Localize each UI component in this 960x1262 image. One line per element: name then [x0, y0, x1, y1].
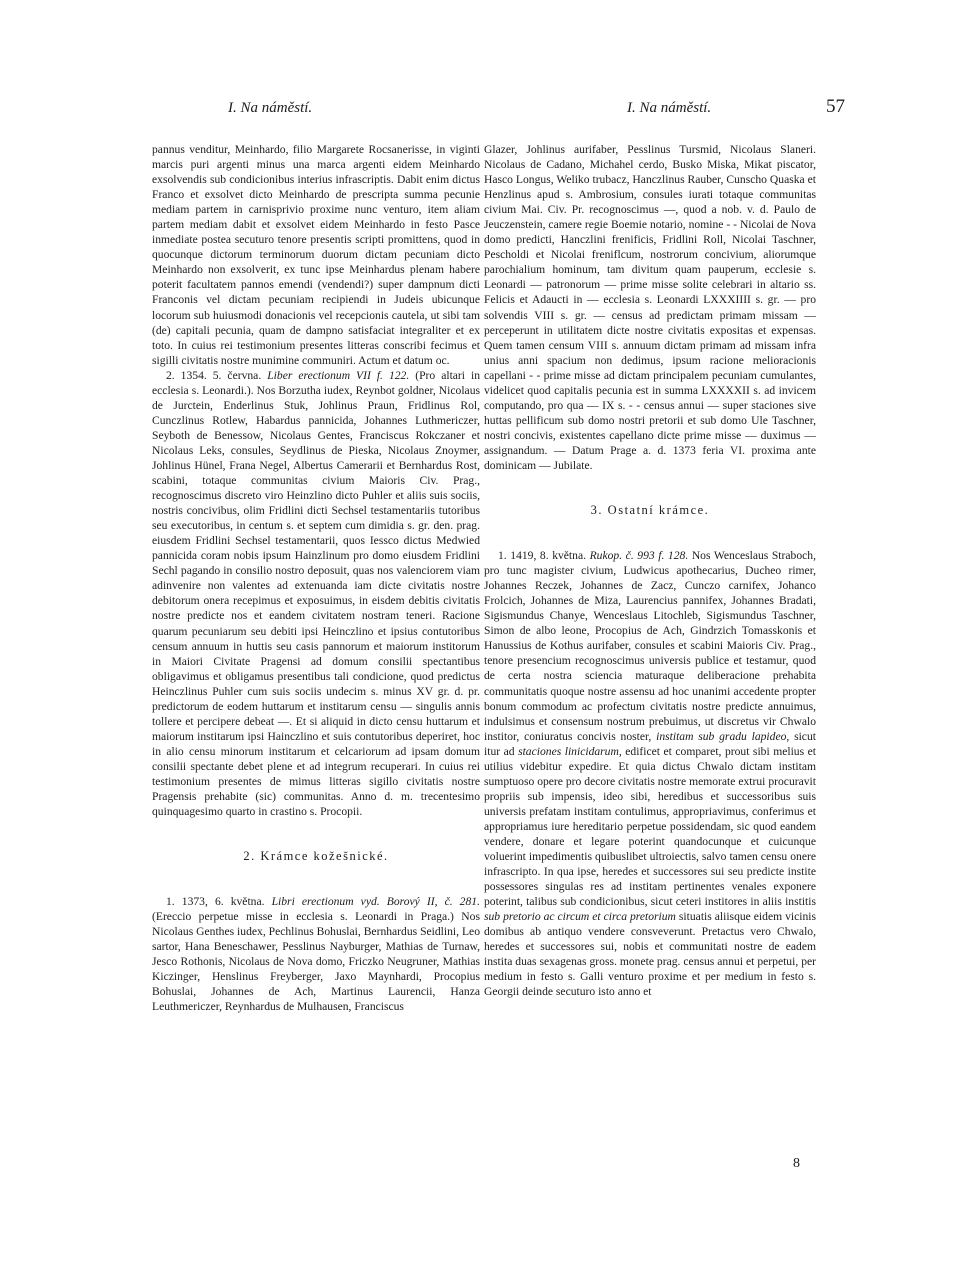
- entry-text: Nos Wenceslaus Straboch, pro tunc magister civium, Ludwicus apothecarius, Ducheo rimer, Johannes Reczek, Johannes de Zacz, Cunczo carnifex, Johanco Frolcich, Johannes de Miza, Laurencius pannifex, Johannes Bradati, Sigismundus Chanye, Wenceslaus Litochleb, Sigismundus Taschner, Simon de albo leone, Procopius de Ach, Gindrzich Tomasskonis et Hanussius de Kothus aurifaber, consules et scabini Maioris Civ. Prag., tenore presencium recognoscimus universis publice et testamur, quod de certa nostra sciencia maturaque deliberacione prehabita communitatis quoque nostre assensu ad hoc unanimi accedente propter bonum commodum ac profectum civitatis nostre predicte annuimus, indulsimus et consensum nostrum prebuimus, ut discretus vir Chwalo institor, coniuratus concivis noster,: [484, 549, 816, 743]
- left-running-head: I. Na náměstí.: [228, 100, 313, 116]
- entry-source: Libri erectionum vyd. Borový II, č. 281.: [271, 895, 480, 909]
- entry-source: Rukop. č. 993 f. 128.: [589, 549, 689, 563]
- italic-phrase: staciones linicidarum,: [518, 744, 622, 758]
- entry-text: situatis aliisque eidem vicinis domibus ab antiquo vendere consveverunt. Pretactus vero Chwalo, heredes et successores sui, nobis et communitati nostre de eadem instita duas sexagenas gross. monete prag. census annui et perpetui, per medium in festo s. Galli venturo proxime et per medium in festo s. Georgii deinde secuturo isto anno et: [484, 910, 816, 999]
- paragraph: Glazer, Johlinus aurifaber, Pesslinus Tursmid, Nicolaus Slaneri. Nicolaus de Cadano, Michahel cerdo, Busko Miska, Mikat piscator, Hasco Longus, Weliko trubacz, Hanczlinus Rauber, Cunscho Quaska et Henzlinus apud s. Ambrosium, consules iurati totaque communitas civium Mai. Civ. Pr. recognoscimus —, quod a nob. v. d. Paulo de Jeuczenstein, camere regie Boemie notario, nomine - - Nicolai de Nova domo predicti, Hanczlini frenificis, Fridlini Roll, Nicolai Taschner, Pescholdi et Nicolai freniflcum, nostrorum concivium, aliorumque parochialium hominum, tam divitum quam pauperum, ecclesie s. Leonardi — patronorum — prime misse solite celebrari in altario ss. Felicis et Adaucti in — ecclesia s. Leonardi LXXXIIII s. gr. — pro solvendis VIII s. gr. — census ad predictam primam missam — perceperunt in utilitatem dicte nostre civitatis expositas et expensas. Quem tamen censum VIII s. annuum dictam primam ad missam infra unius anni spacium non dedimus, ipsum racione melioracionis capellani - - prime misse ad dictam principalem pecuniam cumulantes, videlicet quod capitalis pecunia est in summa LXXXXII s. ad invicem computando, pro qua — IX s. - - census annui — super staciones sive huttas pellificum sub domo nostri pretorii et sub domo Ule Taschner, nostri concivis, existentes capellano dicte prime misse — duximus — assignandum. — Datum Prage a. d. 1373 feria VI. proxima ante dominicam — Jubilate.: [484, 143, 816, 472]
- entry-text: (Pro altari in ecclesia s. Leonardi.). Nos Borzutha iudex, Reynbot goldner, Nicolaus de Jurctein, Enderlinus Stuk, Johlinus Praun, Fridlinus Rol, Cunczlinus Rotlew, Habardus pannicida, Johannes Luthmericzer, Seyboth de Benessow, Nicolaus Gentes, Franciscus Rokczaner et Nicolaus Leks, consules, Seydlinus de Pieska, Nicolaus Znoymer, Johlinus Hünel, Frana Negel, Albertus Camerarii et Bernhardus Rost, scabini, totaque communitas civium Maioris Civ. Prag., recognoscimus discreto viro Heinzlino dicto Puhler et aliis suis sociis, nostris concivibus, olim Fridlini dicti Sechsel testamentariis tutoribus seu executoribus, in centum s. et septem cum dimidia s. gr. den. prag. eiusdem Fridlini Sechsel testamentarii, quos Iessco dictus Medwied pannicida coram nobis ipsum Hainzlinum pro domo eiusdem Fridlini Sechl pagando in consilio nostro deposuit, quas nos valenciorem viam adinvenire non valentes ad extenuanda iam dicte civitatis nostre debitorum onera recepimus et exposuimus, in eisdem debitis civitatis nostre predicte nos et eandem civitatem nostram teneri. Racione quarum pecuniarum seu debiti ipsi Heinczlino et ipsius contutoribus censum annuum in huttis seu casis pannorum et maiorum institorum in Maiori Civitate Pragensi ad domum consilii spectantibus obligavimus et obligamus presentibus tali condicione, quod predictus Heinczlinus Puhler cum suis sociis undecim s. minus XV gr. d. pr. predictorum de eodem huttarum et institarum censu — singulis annis tollere et percipere debeat —. Et si aliquid in dicto censu huttarum et maiorum institarum ipsi Hainczlino et suis contutoribus deperiret, hoc in alio censu minorum institarum et celcariorum ad ipsam domum consilii spectante debet plene et ad integrum recuperari. In cuius rei testimonium presentes de mimus litteras sigillo civitatis nostre Pragensis prehabite (sic) communitas. Anno d. m. trecentesimo quinquagesimo quarto in crastino s. Procopii.: [152, 368, 481, 819]
- entry-text: sicut itur ad: [484, 729, 816, 758]
- right-running-head: I. Na náměstí.: [627, 100, 712, 116]
- signature-mark: 8: [793, 1156, 800, 1171]
- entry-date: 1. 1373, 6. května.: [166, 895, 265, 909]
- entry: [484, 548, 816, 999]
- section-heading: 3. Ostatní krámce.: [590, 503, 710, 518]
- entry-text: edificet et comparet, prout sibi melius et utilius videbitur expedire. Et quia dictus Chwalo dictam institam sumptuoso opere pro decore civitatis nostre memorate extrui procuravit propriis sub impensis, ideo sibi, heredibus et successoribus suis universis prefatam institam contulimus, appropriavimus, conferimus et appropriamus iure hereditario perpetue possidendam, sic quod eandem vendere, donare et legare poterint quandocunque et cuicunque voluerint impedimentis quibuslibet ultroiectis, salvo tamen censu onere infrascripto. In qua ipse, heredes et successores sui seu predicte instite possessores singulas res ad institam pertinentes venales exponere poterint, talibus sub condicionibus, sicut ceteri institores in aliis institis: [484, 744, 816, 909]
- paragraph: pannus venditur, Meinhardo, filio Margarete Rocsanerisse, in viginti marcis puri argenti minus una marca argenti eidem Meinhardo exsolvendis sub condicionibus interius infrascriptis. Dabit enim dictus Franco et exsolvet dicto Meinhardo de prescripta summa pecunie mediam partem in carnisprivio proxime nunc venturo, item aliam partem mediam dabit et exsolvet eidem Meinhardo in festo Pasce inmediate postea secuturo tenore presentis scripti promittens, quod in quocunque dictorum terminorum duorum dictam pecuniam dicto Meinhardo non exsolverit, ex tunc ipse Meinhardus plenam habere poterit facultatem pannos emendi (vendendi?) super dampnum dicti Franconis vel dictam pecuniam recipiendi in Judeis ubicunque locorum sub huiusmodi donacionis vel recepcionis cautela, ut sibi tam (de) capitali pecunia, quam de dampno satisfaciat integraliter et ex toto. In cuius rei testimonium presentes litteras conscribi fecimus et sigilli civitatis nostre munimine communiri. Actum et datum oc.: [152, 143, 480, 367]
- entry-source: Liber erectionum VII f. 122.: [267, 368, 410, 382]
- italic-phrase: sub pretorio ac circum et circa pretorium: [484, 910, 676, 924]
- entry-date: 1. 1419, 8. května.: [498, 549, 586, 563]
- entry-date: 2. 1354. 5. června.: [166, 368, 262, 382]
- section-heading: 2. Krámce kožešnické.: [243, 849, 389, 864]
- entry: [152, 894, 480, 1014]
- running-header: [0, 96, 960, 120]
- right-column: [484, 142, 816, 999]
- entry-text: (Ereccio perpetue misse in ecclesia s. Leonardi in Praga.) Nos Nicolaus Genthes iudex, Pechlinus Bohuslai, Bernhardus Seidlini, Leo sartor, Hana Beneschawer, Pesslinus Nayburger, Mathias de Turnaw, Jesco Rothonis, Nicolaus de Nova domo, Friczko Neugruner, Mathias Kiczinger, Henslinus Freyberger, Jaxo Maynhardi, Procopius Bohuslai, Johannes de Ach, Martinus Laurencii, Hanza Leuthmericzer, Reynhardus de Mulhausen, Franciscus: [152, 910, 480, 1014]
- left-column: [152, 142, 480, 1015]
- italic-phrase: institam sub gradu lapideo,: [656, 729, 790, 743]
- entry: [152, 368, 480, 819]
- page-number: 57: [826, 96, 845, 117]
